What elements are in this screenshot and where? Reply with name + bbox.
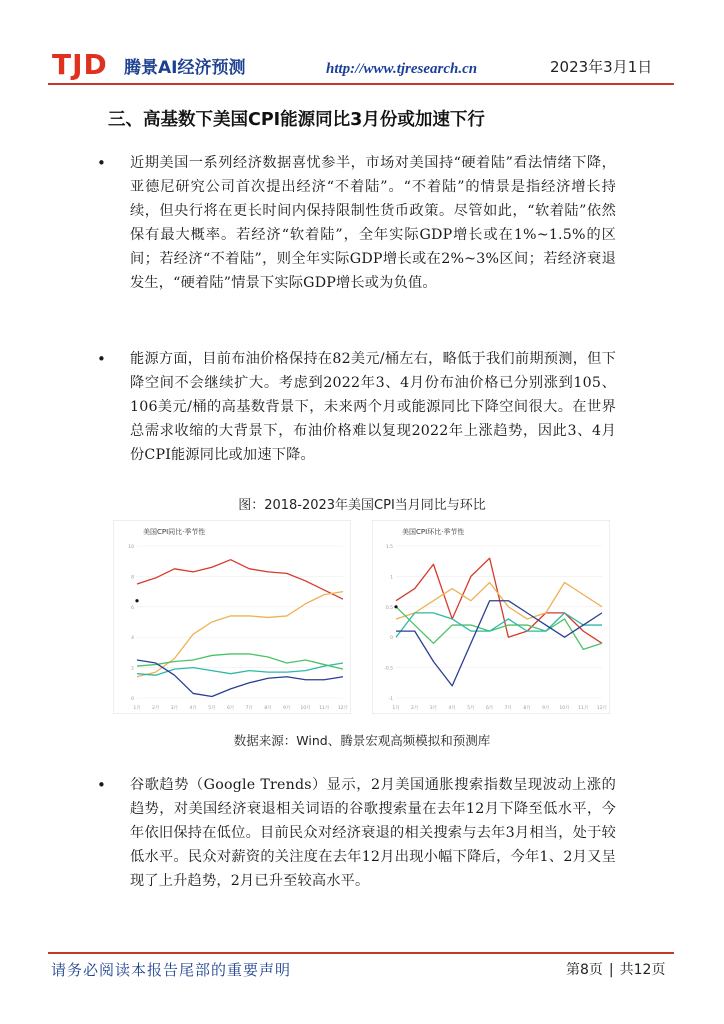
x-tick-label: 6月 (485, 706, 494, 711)
page-indicator (566, 960, 665, 980)
x-tick-label: 8月 (264, 706, 272, 711)
paragraph-item (97, 347, 677, 471)
paragraph-text: 谷歌趋势（Google Trends）显示，2月美国通胀搜索指数呈现波动上涨的趋势，对美国经济衰退相关词语的谷歌搜索量在去年12月下降至低水平，今年依旧保持在低位。目前民众对经济衰退的相关搜索与去年3月相当，处于较低水平。民众对薪资的关注度在去年12月出现小幅下降后，今年1、2月又呈现了上升趋势，2月已升至较高水平。 (130, 777, 616, 889)
y-tick-label: 1 (390, 575, 393, 581)
series-point-2023 (135, 599, 138, 602)
section-title: 三、高基数下美国CPI能源同比3月份或加速下行 (108, 110, 485, 130)
x-tick-label: 6月 (226, 706, 235, 711)
y-tick-label: 0 (390, 636, 393, 642)
x-tick-label: 1月 (392, 706, 400, 711)
x-tick-label: 4月 (448, 706, 456, 711)
y-tick-label: -0.5 (384, 666, 393, 672)
x-tick-label: 2月 (152, 706, 160, 711)
y-tick-label: 6 (131, 605, 134, 611)
x-tick-label: 12月 (596, 706, 608, 711)
page-header (0, 0, 724, 100)
chart-panel-mom (372, 520, 610, 714)
figure-title: 图：2018-2023年美国CPI当月同比与环比 (238, 498, 486, 513)
paragraph-text: 能源方面，目前布油价格保持在82美元/桶左右，略低于我们前期预测，但下降空间不会继续扩大。考虑到2022年3、4月份布油价格已分别涨到105、106美元/桶的高基数背景下，未来两个月或能源同比下降空间很大。在世界总需求收缩的大背景下，布油价格难以复现2022年上涨趋势，因此3、4月份CPI能源同比或加速下降。 (130, 351, 616, 463)
x-tick-label: 4月 (189, 706, 197, 711)
bullet-icon: • (97, 776, 106, 794)
chart-mom (372, 520, 610, 714)
y-tick-label: 1.5 (385, 545, 393, 550)
x-tick-label: 5月 (208, 706, 216, 711)
x-tick-label: 5月 (467, 706, 475, 711)
paragraph-text: 近期美国一系列经济数据喜忧参半，市场对美国持“硬着陆”看法情绪下降，亚德尼研究公司首次提出经济“不着陆”。“不着陆”的情景是指经济增长持续，但央行将在更长时间内保持限制性货币政策。尽管如此，“软着陆”依然保有最大概率。若经济“软着陆”，全年实际GDP增长或在1%~1.5%的区间；若经济“不着陆”，则全年实际GDP增长或在2%~3%区间；若经济衰退发生，“硬着陆”情景下实际GDP增长或为负值。 (130, 155, 616, 291)
y-tick-label: 8 (131, 575, 134, 581)
x-tick-label: 9月 (283, 706, 291, 711)
footer-disclaimer: 请务必阅读本报告尾部的重要声明 (51, 961, 292, 979)
x-tick-label: 9月 (542, 706, 550, 711)
y-tick-label: 4 (131, 636, 134, 642)
chart-title: 美国CPI环比·季节性 (402, 528, 465, 536)
x-tick-label: 3月 (429, 706, 438, 711)
x-tick-label: 12月 (337, 706, 349, 711)
bullet-icon: • (97, 154, 106, 172)
x-tick-label: 10月 (300, 706, 311, 711)
x-tick-label: 11月 (578, 706, 589, 711)
chart-yoy (113, 520, 351, 714)
logo-letters: TJD (52, 48, 108, 81)
logo-text: 腾景AI经济预测 (124, 58, 246, 78)
bullet-icon: • (97, 350, 106, 368)
page-number: 第8页 (566, 962, 603, 978)
chart-frame (113, 520, 351, 714)
x-tick-label: 10月 (559, 706, 570, 711)
y-tick-label: -1 (388, 697, 393, 702)
y-tick-label: 10 (128, 545, 134, 550)
report-date: 2023年3月1日 (550, 58, 653, 76)
chart-title: 美国CPI同比·季节性 (143, 528, 206, 536)
x-tick-label: 8月 (523, 706, 531, 711)
x-tick-label: 1月 (133, 706, 141, 711)
header-divider (48, 83, 674, 85)
page-separator: | (608, 962, 614, 978)
footer-divider (48, 952, 674, 954)
paragraph-item (97, 151, 677, 321)
x-tick-label: 7月 (245, 706, 254, 711)
chart-frame (372, 520, 610, 714)
y-tick-label: 0.5 (385, 605, 393, 611)
y-tick-label: 2 (131, 666, 134, 672)
page-total: 共12页 (619, 962, 666, 978)
chart-panel-yoy (113, 520, 351, 714)
x-tick-label: 11月 (319, 706, 330, 711)
paragraph-item (97, 773, 677, 897)
series-point-2023 (394, 605, 397, 608)
header-url-link[interactable]: http://www.tjresearch.cn (326, 61, 478, 77)
figure-source: 数据来源：Wind、腾景宏观高频模拟和预测库 (233, 733, 491, 748)
y-tick-label: 0 (131, 697, 134, 702)
x-tick-label: 3月 (170, 706, 179, 711)
x-tick-label: 2月 (411, 706, 419, 711)
x-tick-label: 7月 (504, 706, 513, 711)
